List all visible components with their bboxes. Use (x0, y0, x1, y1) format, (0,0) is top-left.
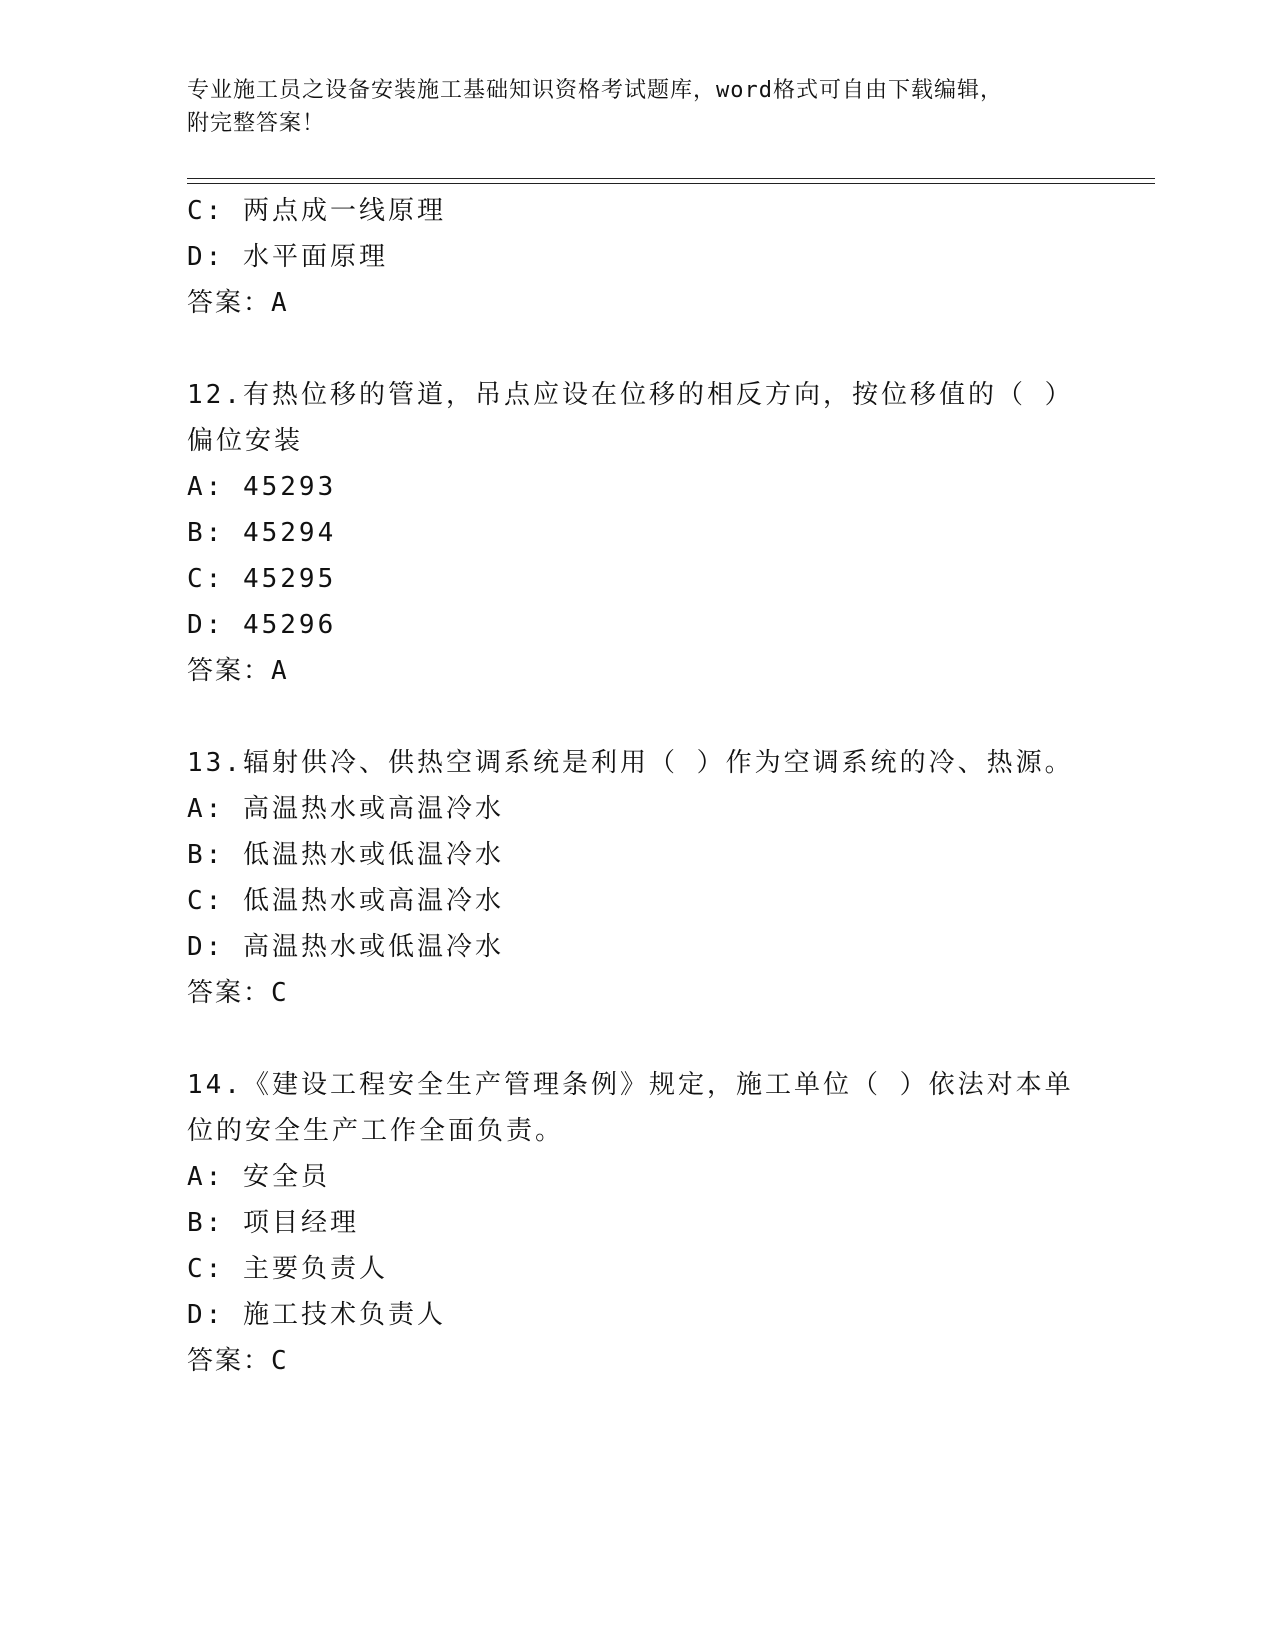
header-line-1: 专业施工员之设备安装施工基础知识资格考试题库，word格式可自由下载编辑， (187, 78, 1003, 103)
question-13-answer: 答案：C (187, 978, 289, 1008)
question-12-option-a: A: 45293 (187, 472, 337, 502)
question-content (187, 188, 1087, 1384)
page-header (187, 74, 1087, 140)
question-12-stem-line-1: 12.有热位移的管道，吊点应设在位移的相反方向，按位移值的（ ） (187, 380, 1074, 410)
header-divider-top (187, 178, 1155, 179)
question-12-stem-line-2: 偏位安装 (187, 426, 304, 456)
question-13-option-a: A: 高温热水或高温冷水 (187, 794, 504, 824)
question-13-option-b: B: 低温热水或低温冷水 (187, 840, 504, 870)
question-14-option-b: B: 项目经理 (187, 1208, 359, 1238)
question-14-option-c: C: 主要负责人 (187, 1254, 388, 1284)
question-12-option-d: D: 45296 (187, 610, 337, 640)
question-14-option-d: D: 施工技术负责人 (187, 1300, 446, 1330)
option-d: D: 水平面原理 (187, 242, 388, 272)
spacer (187, 326, 1087, 372)
question-14-option-a: A: 安全员 (187, 1162, 330, 1192)
question-12-answer: 答案：A (187, 656, 289, 686)
question-12-option-b: B: 45294 (187, 518, 337, 548)
spacer (187, 694, 1087, 740)
question-14-stem-line-1: 14.《建设工程安全生产管理条例》规定，施工单位（ ）依法对本单 (187, 1070, 1074, 1100)
question-13-option-c: C: 低温热水或高温冷水 (187, 886, 504, 916)
question-14-answer: 答案：C (187, 1346, 289, 1376)
question-13-stem-line-1: 13.辐射供冷、供热空调系统是利用（ ）作为空调系统的冷、热源。 (187, 748, 1074, 778)
header-divider-bottom (187, 183, 1155, 184)
header-line-2: 附完整答案！ (187, 111, 326, 136)
spacer (187, 1016, 1087, 1062)
answer-line: 答案：A (187, 288, 289, 318)
question-12-option-c: C: 45295 (187, 564, 337, 594)
question-14-stem-line-2: 位的安全生产工作全面负责。 (187, 1116, 565, 1146)
question-13-option-d: D: 高温热水或低温冷水 (187, 932, 504, 962)
option-c: C: 两点成一线原理 (187, 196, 446, 226)
